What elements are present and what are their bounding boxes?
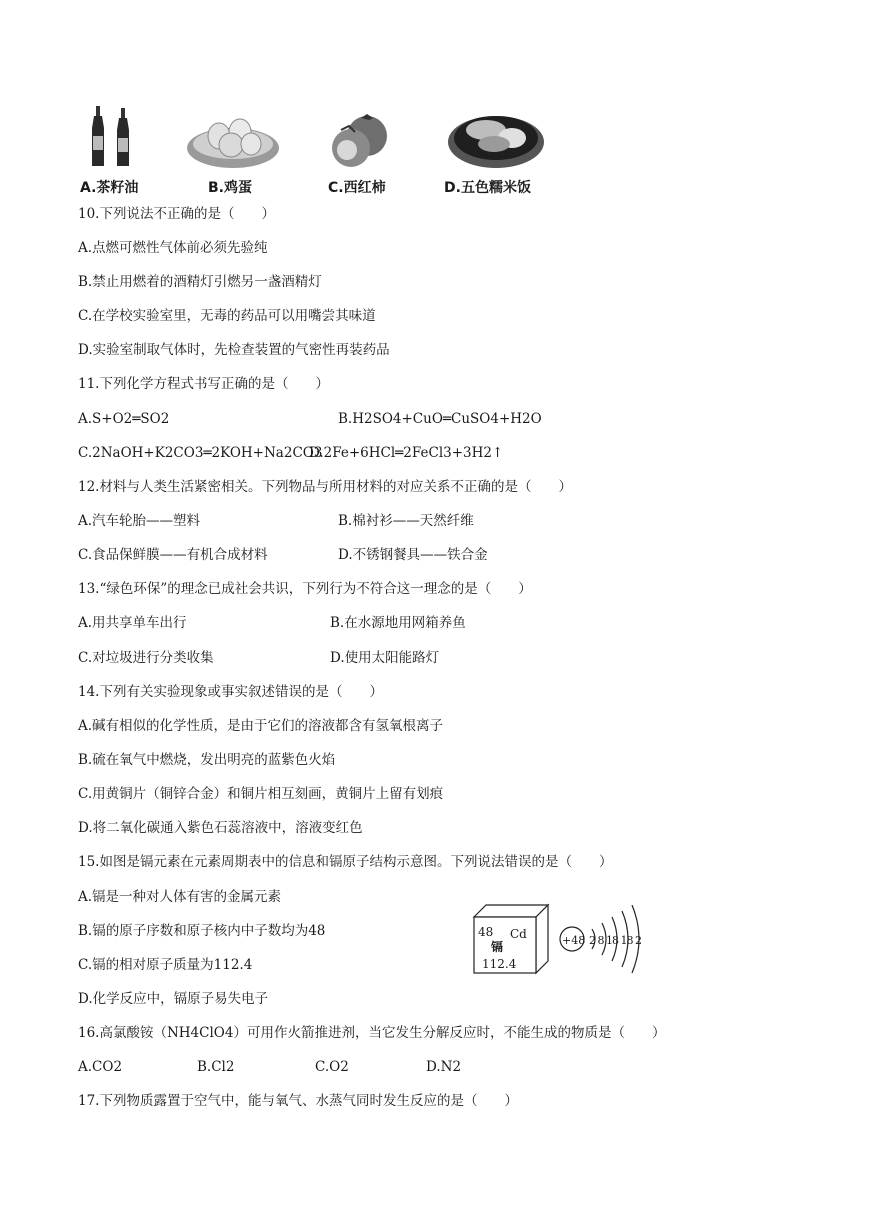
q11-option-b: B.H2SO4+CuO═CuSO4+H2O (338, 411, 542, 427)
q16-option-c: C.O2 (315, 1059, 349, 1075)
q10-option-a: A.点燃可燃性气体前必须先验纯 (78, 240, 268, 256)
q11-option-a: A.S+O2═SO2 (78, 411, 170, 427)
q14-option-d: D.将二氧化碳通入紫色石蕊溶液中，溶液变红色 (78, 820, 363, 836)
q15-option-c: C.镉的相对原子质量为112.4 (78, 957, 253, 973)
atom-electron-shells: 2 8 18 18 2 (589, 934, 641, 947)
q12-option-a: A.汽车轮胎——塑料 (78, 513, 201, 529)
oil-bottles-icon (88, 106, 138, 168)
q16-stem: 16.高氯酸铵（NH4ClO4）可用作火箭推进剂，当它发生分解反应时，不能生成的物质是（ ） (78, 1025, 666, 1041)
q11-option-c: C.2NaOH+K2CO3═2KOH+Na2CO3 (78, 445, 323, 461)
q15-option-b: B.镉的原子序数和原子核内中子数均为48 (78, 923, 326, 939)
element-symbol: Cd (510, 927, 527, 941)
image-caption-c: C.西红柿 (328, 180, 386, 196)
q12-option-b: B.棉衬衫——天然纤维 (338, 513, 474, 529)
q13-option-c: C.对垃圾进行分类收集 (78, 650, 214, 666)
eggs-basket-icon (185, 112, 281, 170)
q14-option-b: B.硫在氧气中燃烧，发出明亮的蓝紫色火焰 (78, 752, 336, 768)
q16-option-a: A.CO2 (78, 1059, 123, 1075)
q13-option-a: A.用共享单车出行 (78, 615, 187, 631)
element-atomic-mass: 112.4 (482, 957, 517, 971)
image-caption-a: A.茶籽油 (80, 180, 139, 196)
q17-stem: 17.下列物质露置于空气中，能与氧气、水蒸气同时发生反应的是（ ） (78, 1093, 518, 1109)
q11-stem: 11.下列化学方程式书写正确的是（ ） (78, 376, 329, 392)
element-name: 镉 (491, 940, 504, 954)
q10-option-c: C.在学校实验室里，无毒的药品可以用嘴尝其味道 (78, 308, 376, 324)
q15-stem: 15.如图是镉元素在元素周期表中的信息和镉原子结构示意图。下列说法错误的是（ ） (78, 854, 613, 870)
q12-stem: 12.材料与人类生活紧密相关。下列物品与所用材料的对应关系不正确的是（ ） (78, 479, 572, 495)
q14-stem: 14.下列有关实验现象或事实叙述错误的是（ ） (78, 684, 383, 700)
q13-option-d: D.使用太阳能路灯 (330, 650, 440, 666)
q13-stem: 13.“绿色环保”的理念已成社会共识，下列行为不符合这一理念的是（ ） (78, 581, 532, 597)
element-atomic-number: 48 (478, 925, 494, 939)
q16-option-b: B.Cl2 (197, 1059, 235, 1075)
q12-option-c: C.食品保鲜膜——有机合成材料 (78, 547, 268, 563)
q12-option-d: D.不锈钢餐具——铁合金 (338, 547, 488, 563)
rice-plate-icon (446, 108, 546, 170)
q10-stem: 10.下列说法不正确的是（ ） (78, 206, 275, 222)
q15-option-a: A.镉是一种对人体有害的金属元素 (78, 889, 282, 905)
q13-option-b: B.在水源地用网箱养鱼 (330, 615, 466, 631)
tomatoes-icon (327, 112, 397, 170)
image-caption-b: B.鸡蛋 (208, 180, 252, 196)
q14-option-a: A.碱有相似的化学性质，是由于它们的溶液都含有氢氧根离子 (78, 718, 444, 734)
image-caption-d: D.五色糯米饭 (444, 180, 531, 196)
q14-option-c: C.用黄铜片（铜锌合金）和铜片相互刻画，黄铜片上留有划痕 (78, 786, 444, 802)
q11-option-d: D.2Fe+6HCl═2FeCl3+3H2↑ (309, 445, 504, 461)
q10-option-d: D.实验室制取气体时，先检查装置的气密性再装药品 (78, 342, 390, 358)
q15-option-d: D.化学反应中，镉原子易失电子 (78, 991, 269, 1007)
q10-option-b: B.禁止用燃着的酒精灯引燃另一盏酒精灯 (78, 274, 322, 290)
q16-option-d: D.N2 (426, 1059, 462, 1075)
atom-nucleus-charge: +48 (562, 934, 586, 947)
